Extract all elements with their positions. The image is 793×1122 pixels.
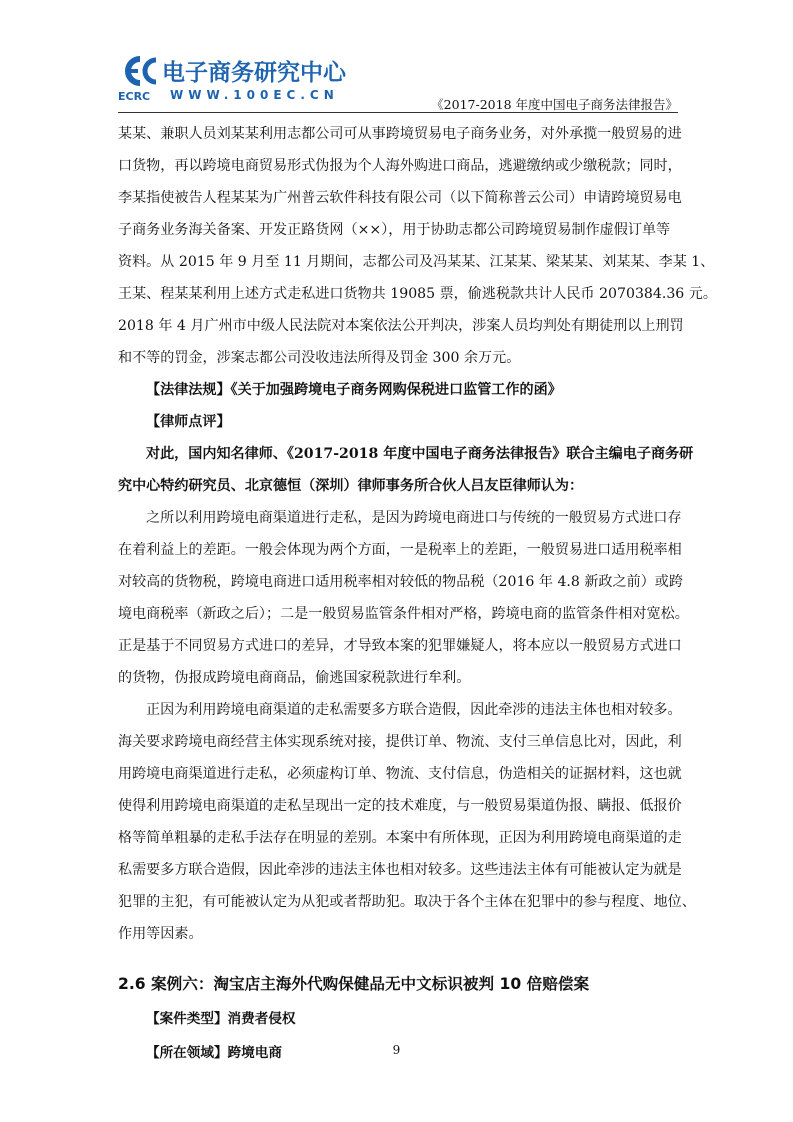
section-heading: 2.6 案例六：淘宝店主海外代购保健品无中文标识被判 10 倍赔偿案 bbox=[118, 975, 590, 993]
paragraph-lawyer-intro bbox=[118, 438, 694, 502]
text-line: 资料。从 2015 年 9 月至 11 月期间，志都公司及冯某某、江某某、梁某某、刘某某、李某 1、 bbox=[118, 254, 715, 270]
logo-abbr: ECRC bbox=[118, 90, 151, 103]
paragraph-case-facts bbox=[118, 118, 717, 374]
text-line: 对较高的货物税，跨境电商进口适用税率相对较低的物品税（2016 年 4.8 新政之前）或跨 bbox=[118, 574, 683, 590]
page-header bbox=[118, 50, 678, 112]
logo-url: WWW.100EC.CN bbox=[170, 88, 339, 102]
text-line: 犯罪的主犯，有可能被认定为从犯或者帮助犯。取决于各个主体在犯罪中的参与程度、地位、 bbox=[118, 894, 696, 910]
text-line: 对此，国内知名律师、《2017-2018 年度中国电子商务法律报告》联合主编电子商务研 bbox=[146, 446, 694, 462]
case-type-tag: 【案件类型】消费者侵权 bbox=[146, 1011, 296, 1027]
text-line: 用跨境电商渠道进行走私，必须虚构订单、物流、支付信息，伪造相关的证据材料，这也就 bbox=[118, 766, 682, 782]
text-line: 子商务业务海关备案、开发正路货网（××），用于协助志都公司跨境贸易制作虚假订单等 bbox=[118, 222, 671, 238]
field-tag: 【所在领域】跨境电商 bbox=[146, 1045, 282, 1061]
paragraph-analysis-1 bbox=[118, 502, 689, 694]
paragraph-analysis-2 bbox=[118, 694, 696, 950]
text-line: 境电商税率（新政之后）；二是一般贸易监管条件相对严格，跨境电商的监管条件相对宽松。 bbox=[118, 606, 689, 622]
text-line: 私需要多方联合造假，因此牵涉的违法主体也相对较多。这些违法主体有可能被认定为就是 bbox=[118, 862, 682, 878]
text-line: 格等简单粗暴的走私手法存在明显的差别。本案中有所体现，正因为利用跨境电商渠道的走 bbox=[118, 830, 682, 846]
text-line: 2018 年 4 月广州市中级人民法院对本案依法公开判决，涉案人员均判处有期徒刑以上刑罚 bbox=[118, 318, 684, 334]
logo-text: 电子商务研究中心 bbox=[162, 60, 346, 86]
ecrc-logo-icon bbox=[118, 56, 160, 86]
text-line: 李某指使被告人程某某为广州普云软件科技有限公司（以下简称普云公司）申请跨境贸易电 bbox=[118, 190, 682, 206]
text-line: 王某、程某某利用上述方式走私进口货物共 19085 票，偷逃税款共计人民币 2070384.36 元。 bbox=[118, 286, 717, 302]
text-line: 究中心特约研究员、北京德恒（深圳）律师事务所合伙人吕友臣律师认为： bbox=[118, 478, 584, 494]
text-line: 在着利益上的差距。一般会体现为两个方面，一是税率上的差距，一般贸易进口适用税率相 bbox=[118, 542, 682, 558]
page-content bbox=[118, 118, 717, 1070]
text-line: 口货物，再以跨境电商贸易形式伪报为个人海外购进口商品，逃避缴纳或少缴税款；同时， bbox=[118, 158, 682, 174]
text-line: 海关要求跨境电商经营主体实现系统对接，提供订单、物流、支付三单信息比对，因此，利 bbox=[118, 734, 682, 750]
report-title: 《2017-2018 年度中国电子商务法律报告》 bbox=[431, 97, 678, 112]
lawyer-comment-tag: 【律师点评】 bbox=[146, 414, 231, 430]
text-line: 使得利用跨境电商渠道的走私呈现出一定的技术难度，与一般贸易渠道伪报、瞒报、低报价 bbox=[118, 798, 682, 814]
text-line: 作用等因素。 bbox=[118, 926, 203, 942]
text-line: 正是基于不同贸易方式进口的差异，才导致本案的犯罪嫌疑人，将本应以一般贸易方式进口 bbox=[118, 638, 682, 654]
page-number: 9 bbox=[392, 1043, 401, 1057]
text-line: 正因为利用跨境电商渠道的走私需要多方联合造假，因此牵涉的违法主体也相对较多。 bbox=[146, 702, 682, 718]
text-line: 和不等的罚金，涉案志都公司没收违法所得及罚金 300 余万元。 bbox=[118, 350, 521, 366]
text-line: 之所以利用跨境电商渠道进行走私，是因为跨境电商进口与传统的一般贸易方式进口存 bbox=[146, 510, 682, 526]
text-line: 某某、兼职人员刘某某利用志都公司可从事跨境贸易电子商务业务，对外承揽一般贸易的进 bbox=[118, 126, 682, 142]
header-divider bbox=[118, 112, 678, 113]
text-line: 的货物，伪报成跨境电商商品，偷逃国家税款进行牟利。 bbox=[118, 670, 471, 686]
law-regulation-tag: 【法律法规】《关于加强跨境电子商务网购保税进口监管工作的函》 bbox=[146, 382, 562, 398]
